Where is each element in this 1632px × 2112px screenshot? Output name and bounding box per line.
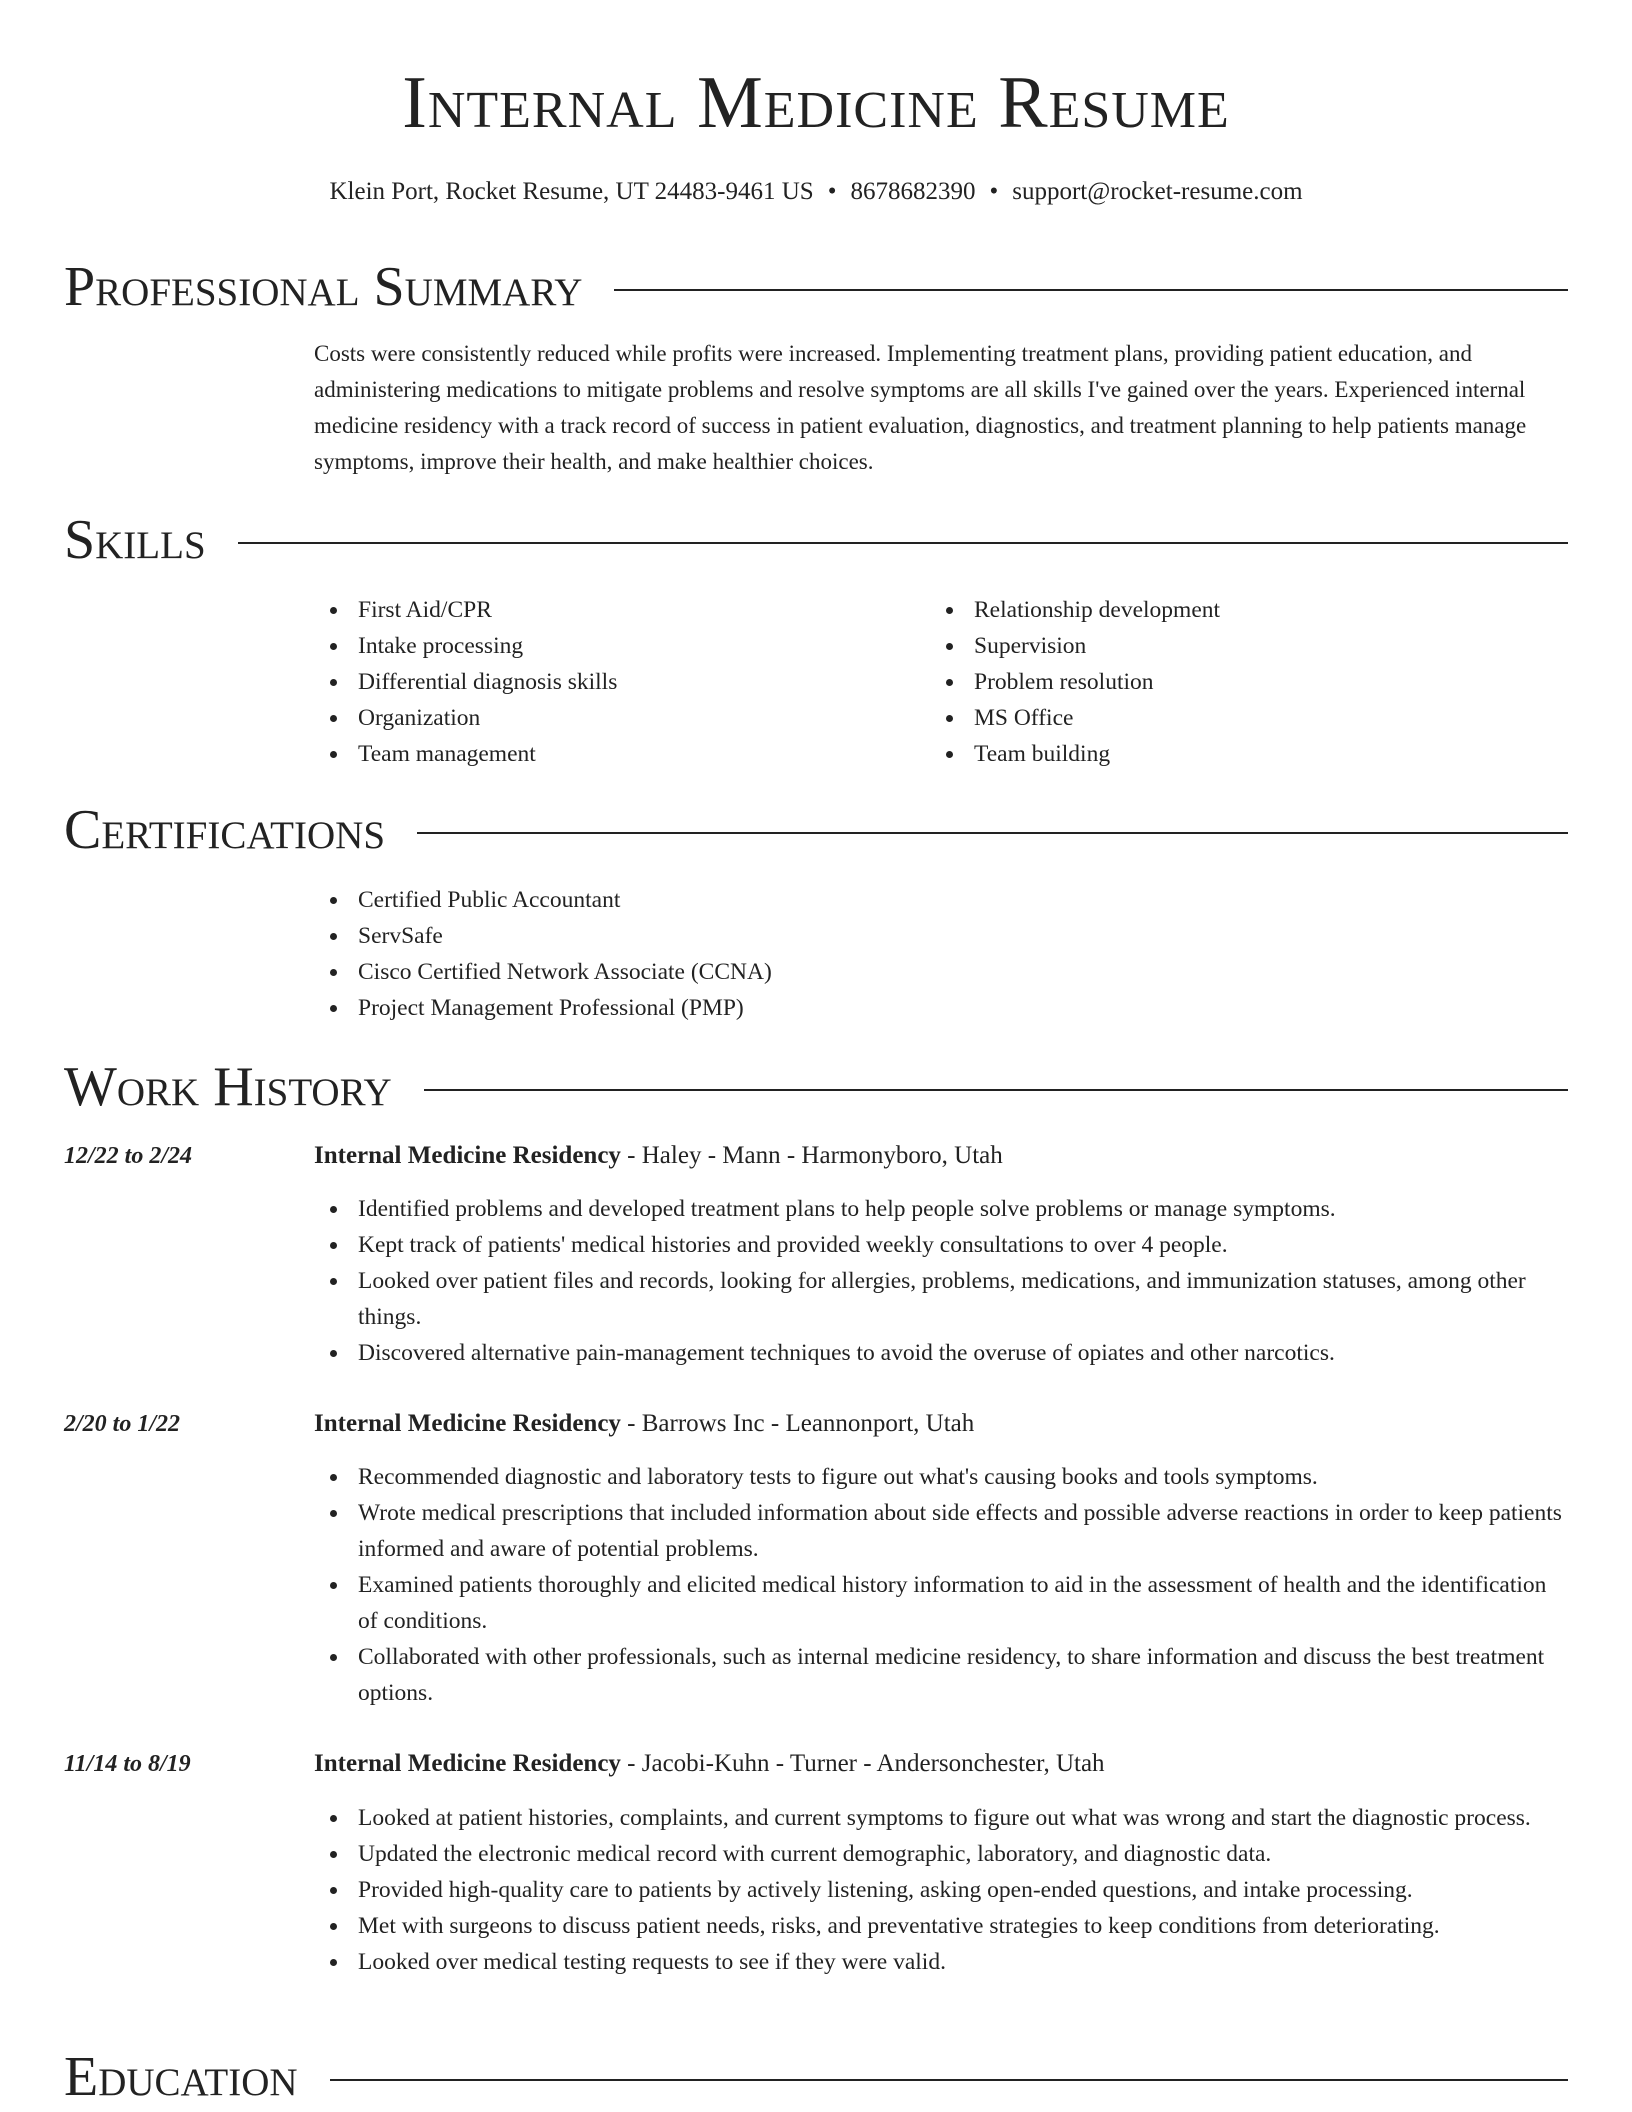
section-header-certifications: [64, 795, 1568, 865]
job-title: Internal Medicine Residency: [314, 1750, 621, 1777]
list-item: Looked over patient files and records, looking for allergies, problems, medications, and immunization statuses, among other things.: [314, 1263, 1564, 1335]
section-title-summary: Professional Summary: [64, 256, 583, 318]
job-heading: [314, 1406, 974, 1442]
section-divider: [330, 2079, 1568, 2081]
skills-list-left: [314, 592, 914, 772]
summary-text: Costs were consistently reduced while profits were increased. Implementing treatment plans, providing patient education, and administering medications to mitigate problems and resolve symptoms are all skills I've gained over the years. Experienced internal medicine residency with a track record of success in patient evaluation, diagnostics, and treatment planning to help patients manage symptoms, improve their health, and make healthier choices.: [314, 341, 1527, 474]
certifications-list: [314, 882, 1564, 1026]
job-employer: - Jacobi-Kuhn - Turner - Andersonchester, Utah: [620, 1750, 1105, 1777]
contact-email: support@rocket-resume.com: [1012, 178, 1303, 205]
list-item: Intake processing: [314, 628, 914, 664]
section-divider: [417, 832, 1568, 834]
contact-address: Klein Port, Rocket Resume, UT 24483-9461 US: [329, 178, 814, 205]
list-item: Recommended diagnostic and laboratory tests to figure out what's causing books and tools symptoms.: [314, 1459, 1564, 1495]
list-item: Team building: [930, 736, 1560, 772]
list-item: Collaborated with other professionals, such as internal medicine residency, to share information and discuss the best treatment options.: [314, 1639, 1564, 1711]
job-employer: - Haley - Mann - Harmonyboro, Utah: [620, 1142, 1003, 1169]
job-dates: 12/22 to 2/24: [64, 1143, 193, 1169]
list-item: MS Office: [930, 700, 1560, 736]
section-title-work-history: Work History: [64, 1056, 392, 1118]
job-dates: 11/14 to 8/19: [64, 1751, 191, 1777]
list-item: Supervision: [930, 628, 1560, 664]
job-duties-list: [314, 1191, 1564, 1371]
list-item: Differential diagnosis skills: [314, 664, 914, 700]
job-employer: - Barrows Inc - Leannonport, Utah: [620, 1410, 975, 1437]
section-divider: [424, 1089, 1568, 1091]
job-title: Internal Medicine Residency: [314, 1410, 621, 1437]
list-item: Identified problems and developed treatment plans to help people solve problems or manage symptoms.: [314, 1191, 1564, 1227]
list-item: Cisco Certified Network Associate (CCNA): [314, 954, 1564, 990]
contact-separator: •: [989, 178, 999, 205]
list-item: Project Management Professional (PMP): [314, 990, 1564, 1026]
section-header-skills: [64, 505, 1568, 575]
list-item: Wrote medical prescriptions that included information about side effects and possible adverse reactions in order to keep patients informed and aware of potential problems.: [314, 1495, 1564, 1567]
list-item: Certified Public Accountant: [314, 882, 1564, 918]
list-item: Relationship development: [930, 592, 1560, 628]
section-header-education: [64, 2042, 1568, 2112]
list-item: Met with surgeons to discuss patient needs, risks, and preventative strategies to keep conditions from deteriorating.: [314, 1908, 1564, 1944]
section-divider: [614, 289, 1568, 291]
job-heading: [314, 1138, 1003, 1174]
list-item: Problem resolution: [930, 664, 1560, 700]
job-title: Internal Medicine Residency: [314, 1142, 621, 1169]
list-item: Discovered alternative pain-management techniques to avoid the overuse of opiates and other narcotics.: [314, 1335, 1564, 1371]
section-title-certifications: Certifications: [64, 799, 386, 861]
job-duties-list: [314, 1459, 1564, 1711]
list-item: Team management: [314, 736, 914, 772]
list-item: Looked at patient histories, complaints, and current symptoms to figure out what was wrong and start the diagnostic process.: [314, 1800, 1564, 1836]
page-title: Internal Medicine Resume: [402, 62, 1230, 144]
section-title-education: Education: [64, 2046, 298, 2108]
contact-line: [0, 174, 1632, 210]
list-item: Organization: [314, 700, 914, 736]
section-header-summary: [64, 252, 1568, 322]
job-dates: 2/20 to 1/22: [64, 1411, 181, 1437]
contact-separator: •: [827, 178, 837, 205]
contact-phone: 8678682390: [850, 178, 976, 205]
list-item: Provided high-quality care to patients by actively listening, asking open-ended questions, and intake processing.: [314, 1872, 1564, 1908]
section-title-skills: Skills: [64, 509, 206, 571]
list-item: Kept track of patients' medical histories and provided weekly consultations to over 4 people.: [314, 1227, 1564, 1263]
list-item: ServSafe: [314, 918, 1564, 954]
list-item: First Aid/CPR: [314, 592, 914, 628]
list-item: Updated the electronic medical record with current demographic, laboratory, and diagnostic data.: [314, 1836, 1564, 1872]
list-item: Looked over medical testing requests to see if they were valid.: [314, 1944, 1564, 1980]
section-divider: [238, 542, 1568, 544]
job-heading: [314, 1746, 1105, 1782]
job-duties-list: [314, 1800, 1564, 1980]
list-item: Examined patients thoroughly and elicited medical history information to aid in the assessment of health and the identification of conditions.: [314, 1567, 1564, 1639]
section-header-work-history: [64, 1052, 1568, 1122]
skills-list-right: [930, 592, 1560, 772]
